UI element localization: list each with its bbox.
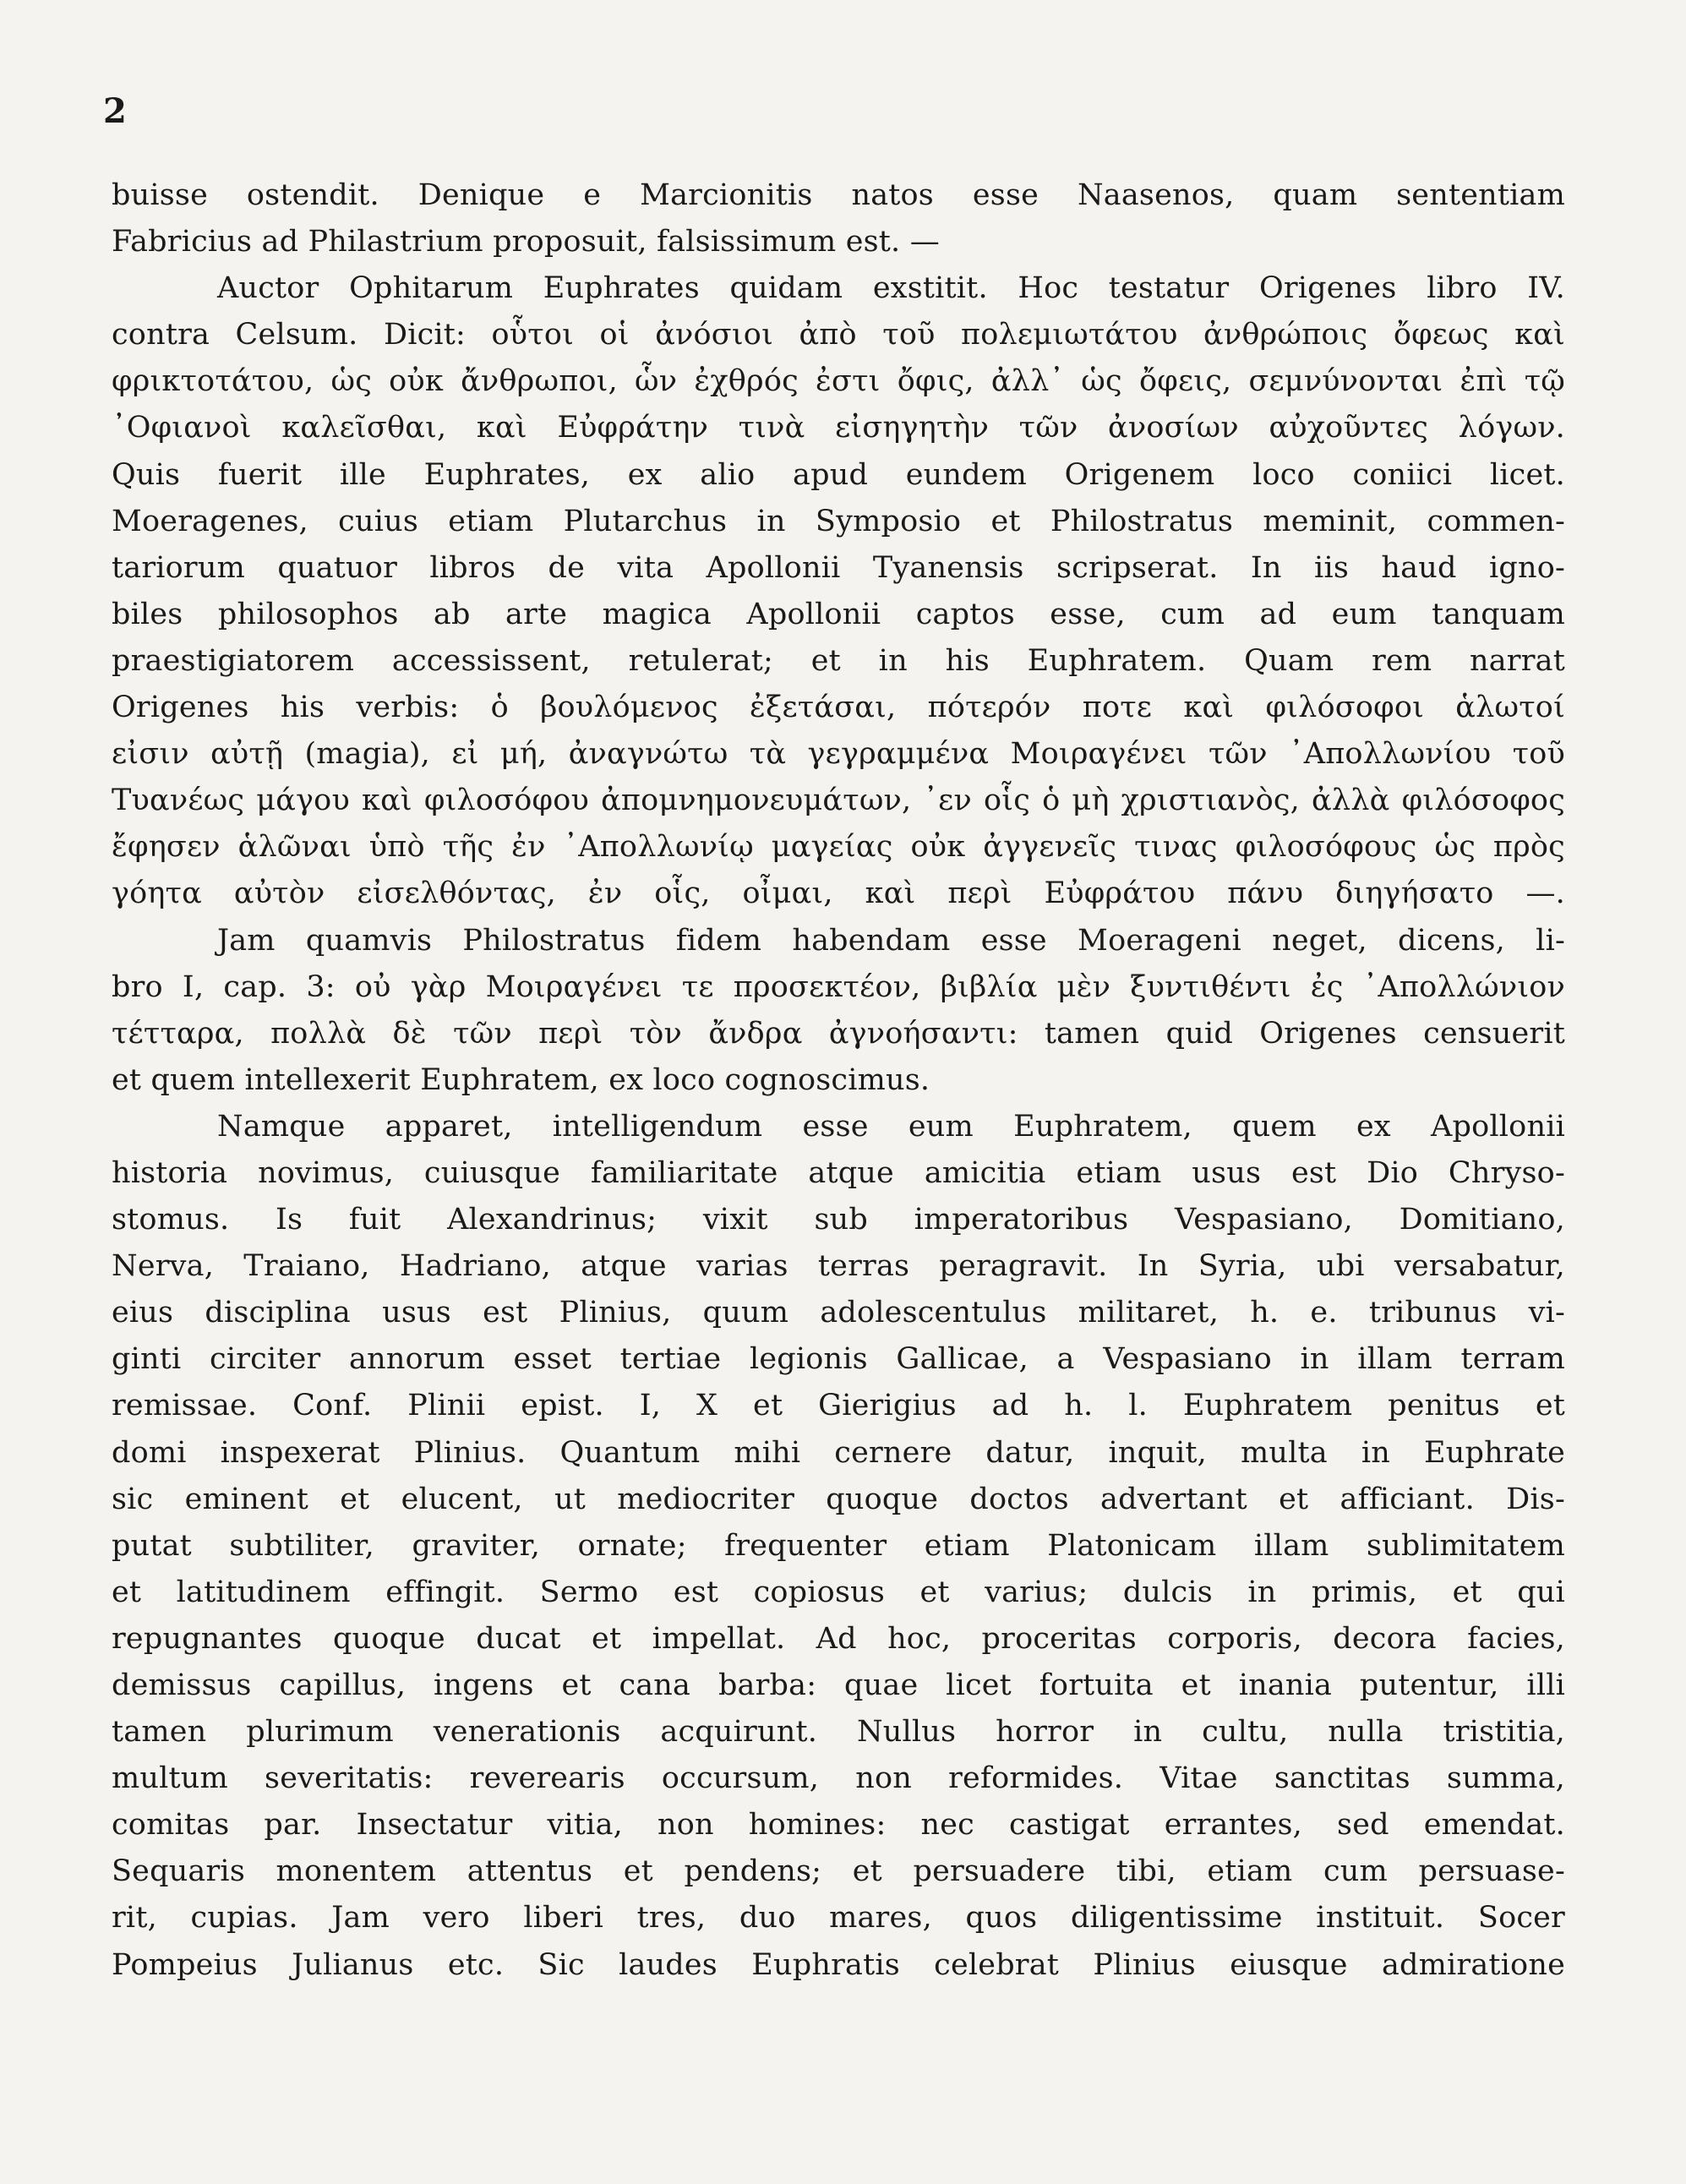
text-line: Quis fuerit ille Euphrates, ex alio apud eundem Origenem loco coniici licet.: [112, 457, 1565, 492]
text-line: tamen plurimum venerationis acquirunt. Nullus horror in cultu, nulla tristitia,: [112, 1715, 1565, 1750]
text-line: φρικτοτάτου, ὡς οὐκ ἄνθρωποι, ὧν ἐχθρός ἐστι ὄφις, ἀλλ᾽ ὡς ὄφεις, σεμνύνονται ἐπὶ τῷ: [112, 364, 1565, 399]
text-line: Pompeius Julianus etc. Sic laudes Euphratis celebrat Plinius eiusque admiratione: [112, 1947, 1565, 1982]
text-line: Τυανέως μάγου καὶ φιλοσόφου ἀπομνημονευμάτων, ᾽εν οἷς ὁ μὴ χριστιανὸς, ἀλλὰ φιλόσοφος: [112, 784, 1565, 818]
text-line: contra Celsum. Dicit: οὗτοι οἱ ἀνόσιοι ἀπὸ τοῦ πολεμιωτάτου ἀνθρώποις ὄφεως καὶ: [112, 318, 1565, 352]
text-line: bro I, cap. 3: οὐ γὰρ Μοιραγένει τε προσεκτέον, βιβλία μὲν ξυντιθέντι ἐς ᾽Απολλώνιον: [112, 969, 1565, 1004]
text-line: ἔφησεν ἁλῶναι ὑπὸ τῆς ἐν ᾽Απολλωνίῳ μαγείας οὐκ ἀγγενεῖς τινας φιλοσόφους ὡς πρὸς: [112, 830, 1565, 865]
text-line: praestigiatorem accessissent, retulerat; et in his Euphratem. Quam rem narrat: [112, 643, 1565, 678]
page-number: 2: [103, 91, 127, 131]
text-line: remissae. Conf. Plinii epist. I, X et Gierigius ad h. l. Euphratem penitus et: [112, 1389, 1565, 1423]
text-line: repugnantes quoque ducat et impellat. Ad hoc, proceritas corporis, decora facies,: [112, 1621, 1565, 1656]
text-line: Auctor Ophitarum Euphrates quidam exstitit. Hoc testatur Origenes libro IV.: [217, 271, 1565, 306]
text-line: Moeragenes, cuius etiam Plutarchus in Symposio et Philostratus meminit, commen-: [112, 504, 1565, 538]
text-line: Nerva, Traiano, Hadriano, atque varias terras peragravit. In Syria, ubi versabatur,: [112, 1249, 1565, 1284]
text-line: ᾽Οφιανοὶ καλεῖσθαι, καὶ Εὐφράτην τινὰ εἰσηγητὴν τῶν ἀνοσίων αὐχοῦντες λόγων.: [112, 411, 1565, 445]
text-line: et quem intellexerit Euphratem, ex loco cognoscimus.: [112, 1062, 930, 1097]
text-line: sic eminent et elucent, ut mediocriter quoque doctos advertant et afficiant. Dis-: [112, 1482, 1565, 1516]
text-line: historia novimus, cuiusque familiaritate atque amicitia etiam usus est Dio Chryso-: [112, 1155, 1565, 1190]
text-line: rit, cupias. Jam vero liberi tres, duo mares, quos diligentissime instituit. Socer: [112, 1901, 1565, 1936]
text-line: ginti circiter annorum esset tertiae legionis Gallicae, a Vespasiano in illam terram: [112, 1342, 1565, 1377]
text-line: putat subtiliter, graviter, ornate; frequenter etiam Platonicam illam sublimitatem: [112, 1528, 1565, 1563]
text-line: et latitudinem effingit. Sermo est copiosus et varius; dulcis in primis, et qui: [112, 1575, 1565, 1609]
body-text: [112, 172, 1565, 1989]
text-line: biles philosophos ab arte magica Apollonii captos esse, cum ad eum tanquam: [112, 597, 1565, 631]
text-line: demissus capillus, ingens et cana barba: quae licet fortuita et inania putentur, illi: [112, 1668, 1565, 1702]
text-line: Origenes his verbis: ὁ βουλόμενος ἐξετάσαι, πότερόν ποτε καὶ φιλόσοφοι ἁλωτοί: [112, 691, 1565, 725]
text-line: domi inspexerat Plinius. Quantum mihi cernere datur, inquit, multa in Euphrate: [112, 1435, 1565, 1470]
text-line: stomus. Is fuit Alexandrinus; vixit sub imperatoribus Vespasiano, Domitiano,: [112, 1203, 1565, 1237]
text-line: Jam quamvis Philostratus fidem habendam esse Moerageni neget, dicens, li-: [217, 923, 1565, 958]
text-line: Sequaris monentem attentus et pendens; et persuadere tibi, etiam cum persuase-: [112, 1854, 1565, 1889]
text-line: comitas par. Insectatur vitia, non homines: nec castigat errantes, sed emendat.: [112, 1808, 1565, 1843]
text-line: εἰσιν αὐτῇ (magia), εἰ μή, ἀναγνώτω τὰ γεγραμμένα Μοιραγένει τῶν ᾽Απολλωνίου τοῦ: [112, 737, 1565, 772]
text-line: eius disciplina usus est Plinius, quum adolescentulus militaret, h. e. tribunus vi-: [112, 1296, 1565, 1330]
text-line: Namque apparet, intelligendum esse eum Euphratem, quem ex Apollonii: [217, 1109, 1565, 1144]
text-line: γόητα αὐτὸν εἰσελθόντας, ἐν οἷς, οἶμαι, καὶ περὶ Εὐφράτου πάνυ διηγήσατο —.: [112, 876, 1565, 911]
text-line: buisse ostendit. Denique e Marcionitis natos esse Naasenos, quam sententiam: [112, 178, 1565, 212]
text-line: multum severitatis: reverearis occursum, non reformides. Vitae sanctitas summa,: [112, 1761, 1565, 1796]
text-line: Fabricius ad Philastrium proposuit, falsissimum est. —: [112, 225, 940, 259]
text-line: tariorum quatuor libros de vita Apollonii Tyanensis scripserat. In iis haud igno-: [112, 550, 1565, 585]
text-line: τέτταρα, πολλὰ δὲ τῶν περὶ τὸν ἄνδρα ἀγνοήσαντι: tamen quid Origenes censuerit: [112, 1016, 1565, 1051]
